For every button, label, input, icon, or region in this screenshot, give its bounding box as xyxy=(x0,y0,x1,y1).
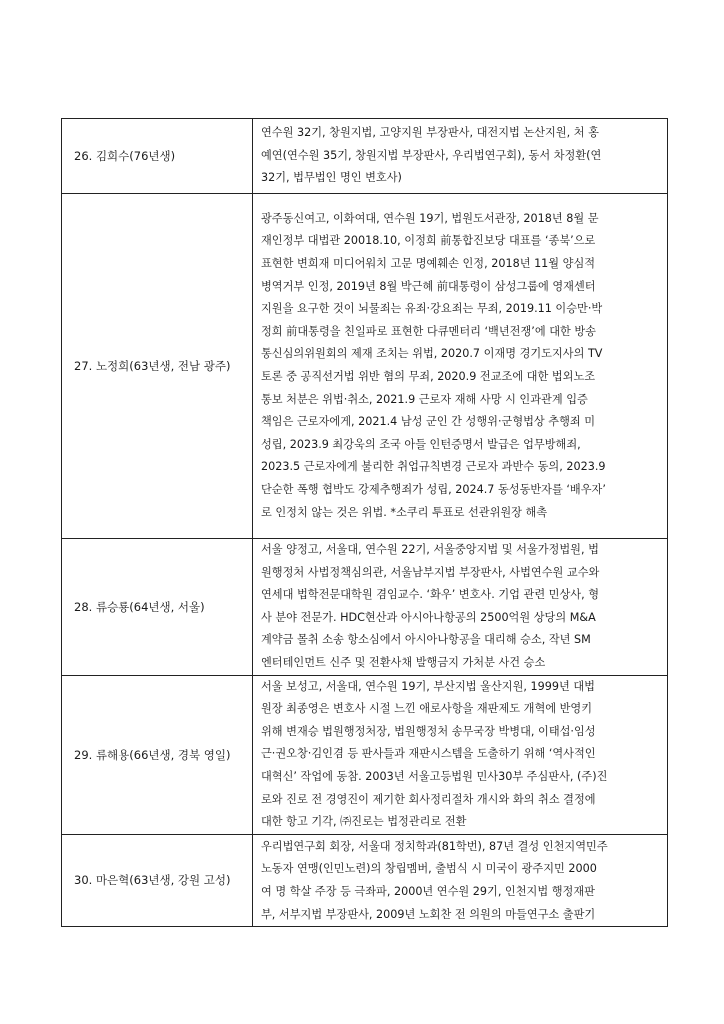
description-line: 성립, 2023.9 최강욱의 조국 아들 인턴증명서 발급은 업무방해죄, xyxy=(261,437,581,451)
description-line: 부, 서부지법 부장판사, 2009년 노회찬 전 의원의 마들연구소 출판기 xyxy=(261,907,596,921)
description-line: 원장 최종영은 변호사 시절 느낀 애로사항을 재판제도 개혁에 반영키 xyxy=(261,702,593,716)
career-description-cell xyxy=(253,834,668,926)
description-line: 근·권오창·김인겸 등 판사들과 재판시스템을 도출하기 위해 ‘역사적인 xyxy=(261,747,596,761)
person-name-cell: 29. 류해용(66년생, 경북 영일) xyxy=(62,675,253,834)
description-line: 표현한 변희재 미디어워치 고문 명예훼손 인정, 2018년 11월 양심적 xyxy=(261,257,596,271)
description-line: 정희 前대통령을 친일파로 표현한 다큐멘터리 ‘백년전쟁’에 대한 방송 xyxy=(261,324,596,338)
career-description-cell xyxy=(253,675,668,834)
table-row xyxy=(62,539,668,676)
person-name-cell: 26. 김희수(76년생) xyxy=(62,119,253,194)
description-line: 토론 중 공직선거법 위반 혐의 무죄, 2020.9 전교조에 대한 법외노조 xyxy=(261,370,596,383)
description-line: 지원을 요구한 것이 뇌물죄는 유죄·강요죄는 무죄, 2019.11 이승만·박 xyxy=(261,302,603,316)
description-line: 엔터테인먼트 신주 및 전환사채 발행금지 가처분 사건 승소 xyxy=(261,655,546,669)
description-line: 로와 진로 전 경영진이 제기한 회사정리절차 개시와 화의 취소 결정에 xyxy=(261,792,596,806)
description-line: 2023.5 근로자에게 불리한 취업규칙변경 근로자 과반수 동의, 2023.9 xyxy=(261,460,606,474)
description-line: 사 분야 전문가. HDC현산과 아시아나항공의 2500억원 상당의 M&A xyxy=(261,610,596,624)
description-line: 통신심의위원회의 제재 조치는 위법, 2020.7 이재명 경기도지사의 TV xyxy=(261,347,603,361)
description-line: 노동자 연맹(인민노련)의 창립멤버, 출범식 시 미국이 광주지민 2000 xyxy=(261,862,597,876)
person-name-cell: 30. 마은혁(63년생, 강원 고성) xyxy=(62,834,253,926)
table-row xyxy=(62,675,668,834)
career-description-cell xyxy=(253,539,668,676)
description-line: 광주동신여고, 이화여대, 연수원 19기, 법원도서관장, 2018년 8월 문 xyxy=(261,211,599,225)
description-line: 통보 처분은 위법·취소, 2021.9 근로자 재해 사망 시 인과관계 입증 xyxy=(261,392,588,406)
description-line: 로 인정치 않는 것은 위법. *소쿠리 투표로 선관위원장 해촉 xyxy=(261,505,548,519)
career-description-cell xyxy=(253,194,668,539)
description-line: 재인정부 대법관 20018.10, 이정희 前통합진보당 대표를 ‘종북’으로 xyxy=(261,234,596,248)
description-line: 여 명 학살 주장 등 극좌파, 2000년 연수원 29기, 인천지법 행정재판 xyxy=(261,884,595,898)
description-line: 대한 항고 기각, ㈜진로는 법정관리로 전환 xyxy=(261,815,467,829)
table-row xyxy=(62,194,668,539)
description-line: 서울 보성고, 서울대, 연수원 19기, 부산지법 울산지원, 1999년 대법 xyxy=(261,679,595,693)
description-line: 우리법연구회 회장, 서울대 정치학과(81학번), 87년 결성 인천지역민주 xyxy=(261,839,608,853)
person-name-cell: 28. 류승룡(64년생, 서울) xyxy=(62,539,253,676)
career-description-cell xyxy=(253,119,668,194)
description-line: 단순한 폭행 협박도 강제추행죄가 성립, 2024.7 동성동반자를 ‘배우자’ xyxy=(261,482,606,496)
description-line: 연수원 32기, 창원지법, 고양지원 부장판사, 대전지법 논산지원, 처 홍 xyxy=(261,126,599,140)
description-line: 32기, 법무법인 명인 변호사) xyxy=(261,171,402,185)
description-line: 위해 변재승 법원행정처장, 법원행정처 송무국장 박병대, 이태섭·임성 xyxy=(261,724,596,738)
judge-records-table xyxy=(61,118,668,927)
table-row xyxy=(62,119,668,194)
description-line: 연세대 법학전문대학원 겸임교수. ‘화우’ 변호사. 기업 관련 민상사, 형 xyxy=(261,588,600,602)
description-line: 원행정처 사법정책심의관, 서울남부지법 부장판사, 사법연수원 교수와 xyxy=(261,565,600,579)
description-line: 예연(연수원 35기, 창원지법 부장판사, 우리법연구회), 동서 차정환(연 xyxy=(261,148,602,162)
person-name-cell: 27. 노정희(63년생, 전남 광주) xyxy=(62,194,253,539)
description-line: 대혁신’ 작업에 동참. 2003년 서울고등법원 민사30부 주심판사, (주)진 xyxy=(261,769,608,783)
table-row xyxy=(62,834,668,926)
description-line: 서울 양정고, 서울대, 연수원 22기, 서울중앙지법 및 서울가정법원, 법 xyxy=(261,543,599,556)
description-line: 책임은 근로자에게, 2021.4 남성 군인 간 성행위·군형법상 추행죄 미 xyxy=(261,415,596,429)
description-line: 계약금 몰취 소송 항소심에서 아시아나항공을 대리해 승소, 작년 SM xyxy=(261,633,591,647)
description-line: 병역거부 인정, 2019년 8월 박근혜 前대통령이 삼성그룹에 영재센터 xyxy=(261,279,596,293)
